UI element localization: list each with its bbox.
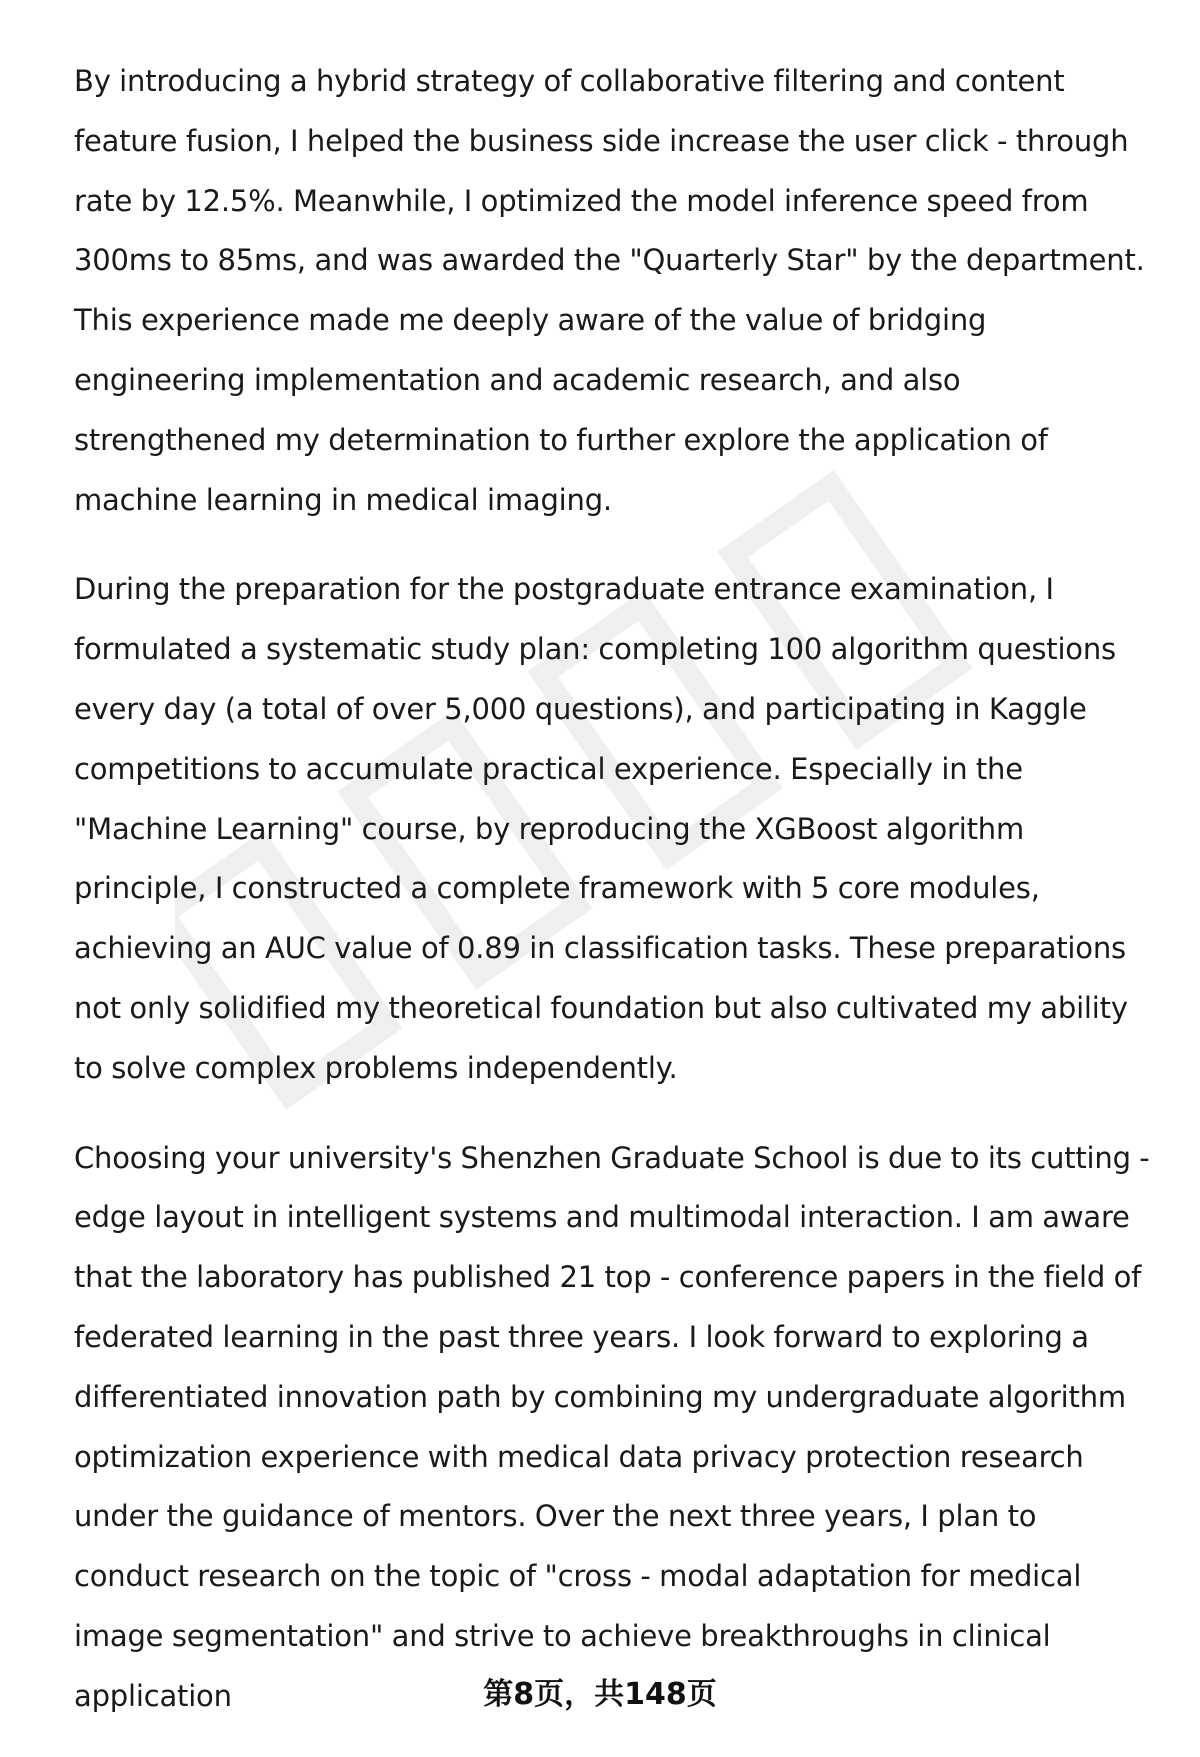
page-number-footer: 第8页，共148页 [483,1677,717,1712]
paragraph-1: By introducing a hybrid strategy of collaborative filtering and content feature fusion, I helped the business side increase the user click - through rate by 12.5%. Meanwhile, I optimized the model inference speed from 300ms to 85ms, and was awarded the "Quarterly Star" by the department. This experience made me deeply aware of the value of bridging engineering implementation and academic research, and also strengthened my determination to further explore the application of machine learning in medical imaging. [74,64,1145,517]
document-body [74,52,1159,1757]
paragraph-3: Choosing your university's Shenzhen Graduate School is due to its cutting - edge layout in intelligent systems and multimodal interaction. I am aware that the laboratory has published 21 top - conference papers in the field of federated learning in the past three years. I look forward to exploring a differentiated innovation path by combining my undergraduate algorithm optimization experience with medical data privacy protection research under the guidance of mentors. Over the next three years, I plan to conduct research on the topic of "cross - modal adaptation for medical image segmentation" and strive to achieve breakthroughs in clinical application [74,1140,1150,1713]
paragraph-2: During the preparation for the postgraduate entrance examination, I formulated a systematic study plan: completing 100 algorithm questions every day (a total of over 5,000 questions), and participating in Kaggle competitions to accumulate practical experience. Especially in the "Machine Learning" course, by reproducing the XGBoost algorithm principle, I constructed a complete framework with 5 core modules, achieving an AUC value of 0.89 in classification tasks. These preparations not only solidified my theoretical foundation but also cultivated my ability to solve complex problems independently. [74,572,1128,1085]
